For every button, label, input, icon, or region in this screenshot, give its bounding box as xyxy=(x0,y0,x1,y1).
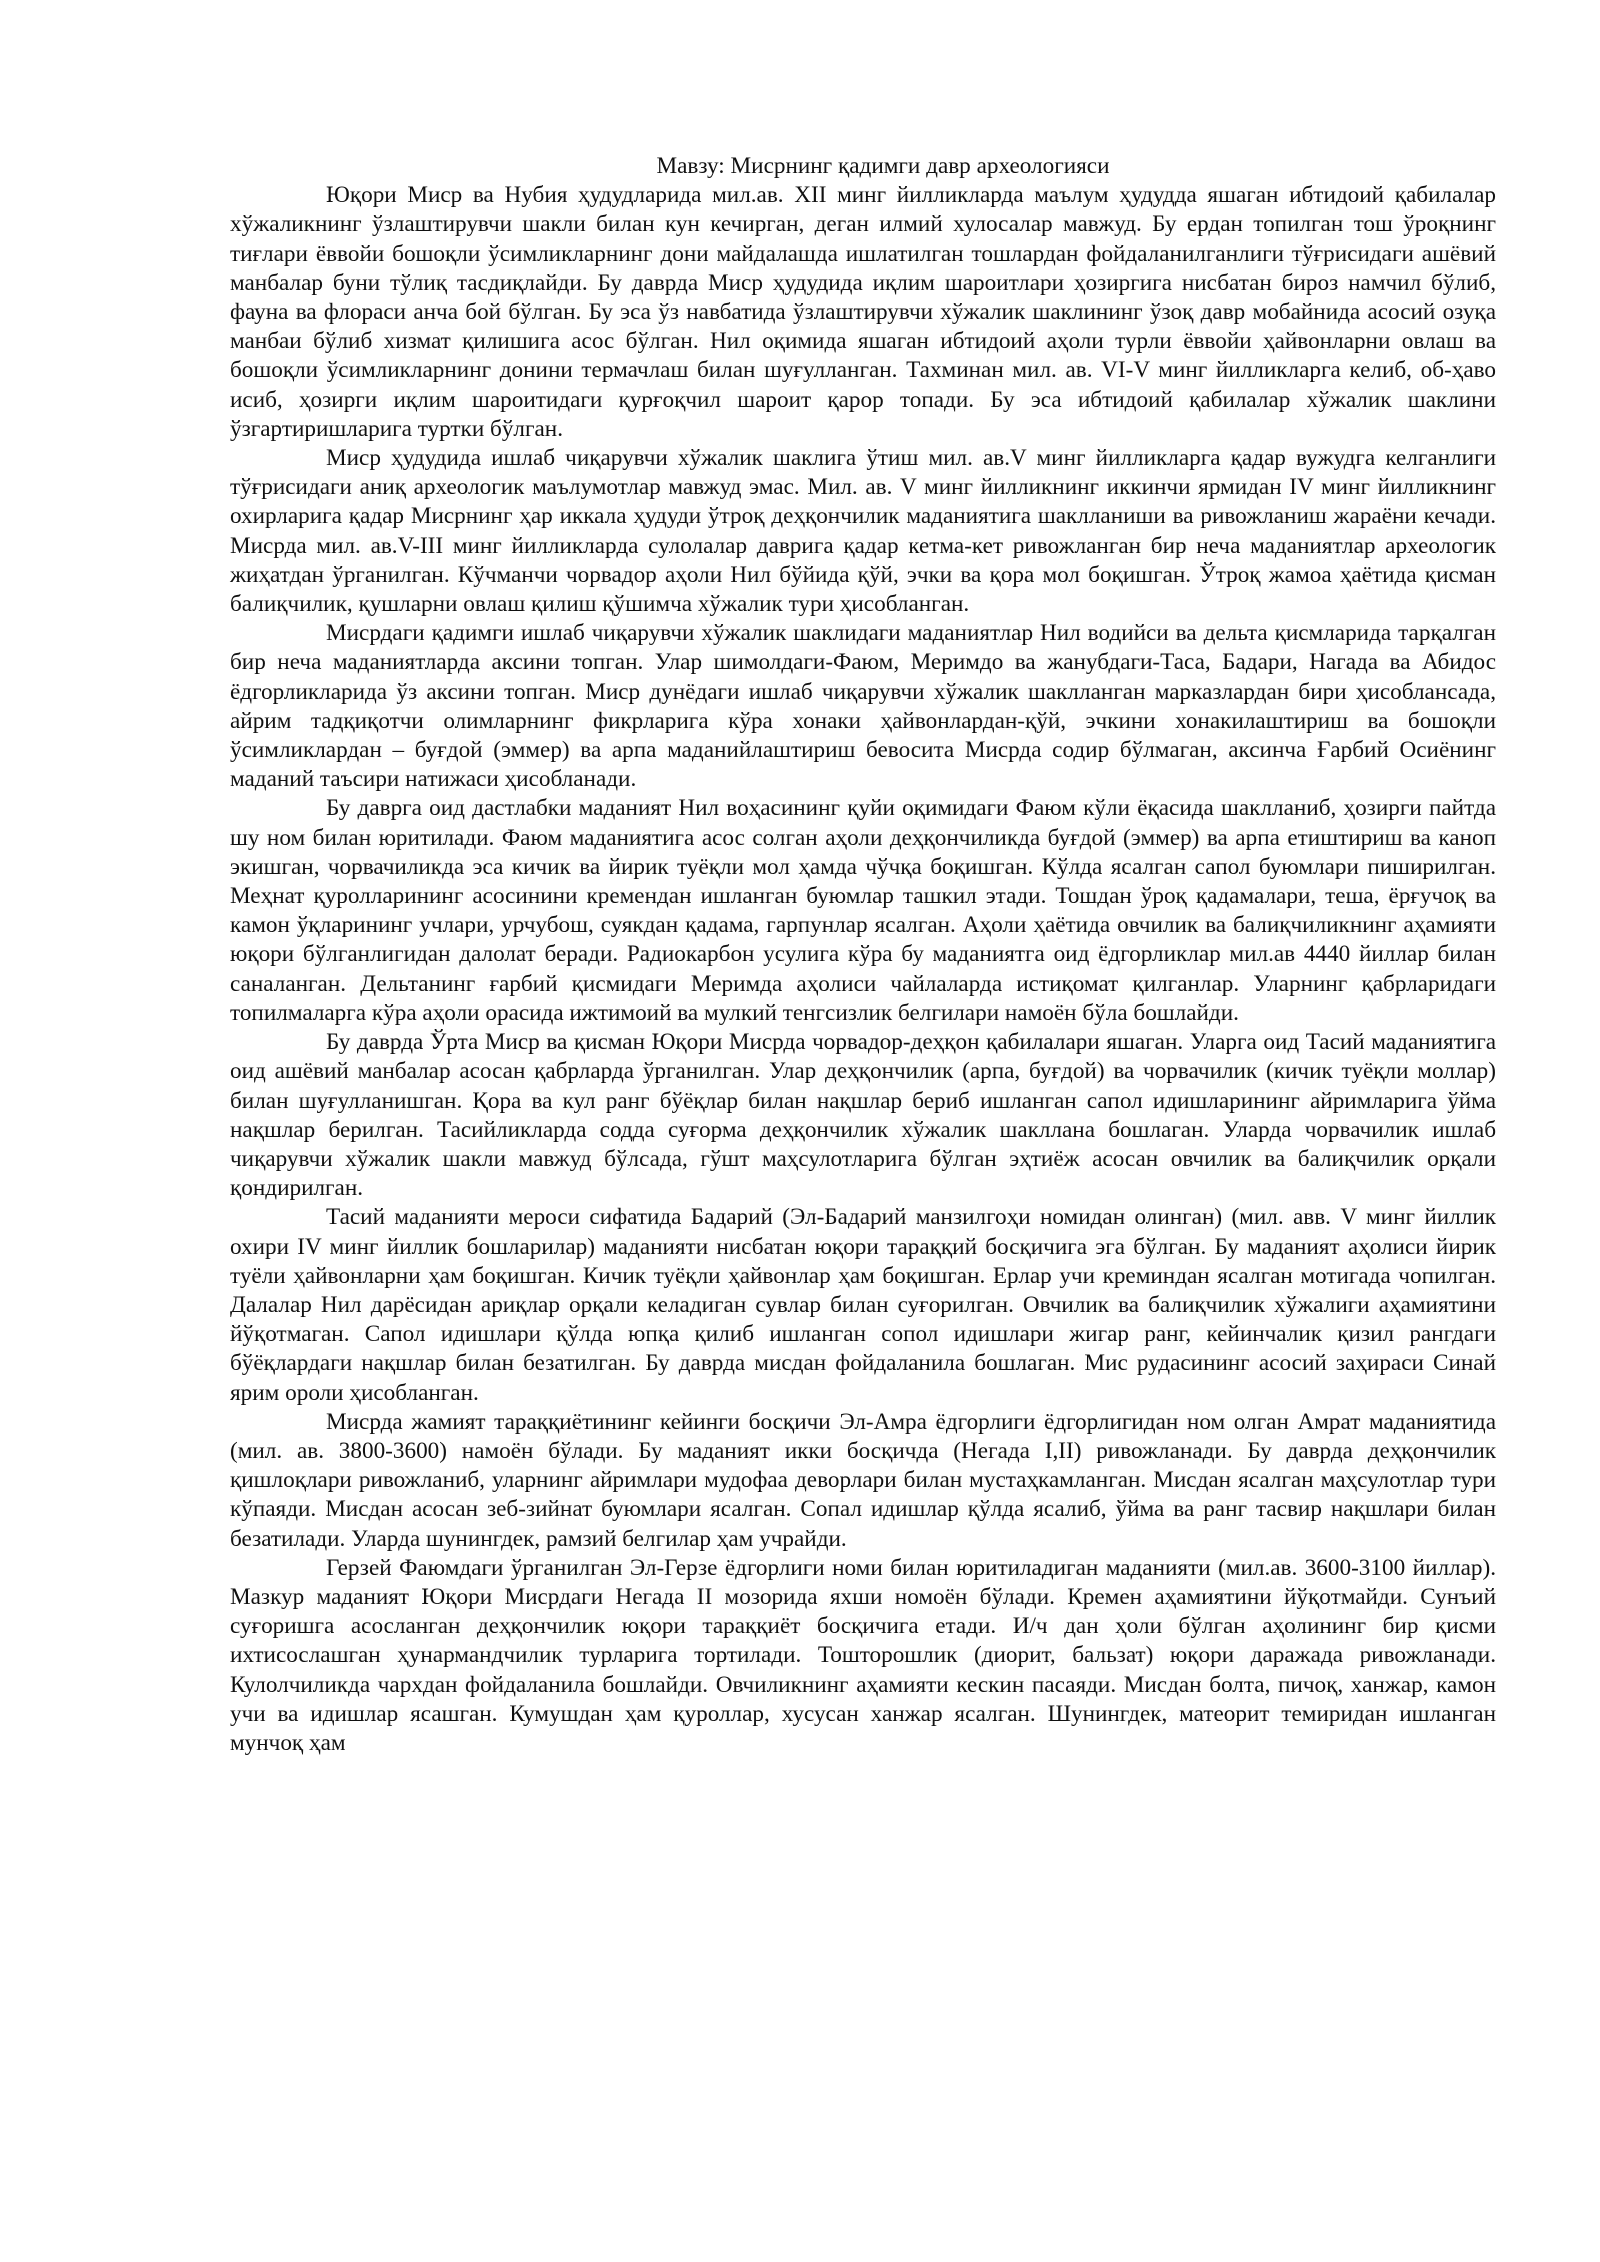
paragraph-4: Бу даврга оид дастлабки маданият Нил воҳасининг қуйи оқимидаги Фаюм кўли ёқасида шаклланиб, ҳозирги пайтда шу ном билан юритилади. Фаюм маданиятига асос солган аҳоли деҳқончиликда буғдой (эммер) ва арпа етиштириш ва каноп экишган, чорвачиликда эса кичик ва йирик туёқли мол ҳамда чўчқа боқишган. Кўлда ясалган сапол буюмлари пиширилган. Меҳнат қуролларининг асосинини кремендан ишланган буюмлар ташкил этади. Тошдан ўроқ қадамалари, теша, ёрғучоқ ва камон ўқларининг учлари, урчубош, суякдан қадама, гарпунлар ясалган. Аҳоли ҳаётида овчилик ва балиқчиликнинг аҳамияти юқори бўлганлигидан далолат беради. Радиокарбон усулига кўра бу маданиятга оид ёдгорликлар мил.ав 4440 йиллар билан саналанган. Дельтанинг ғарбий қисмидаги Меримда аҳолиси чайлаларда истиқомат қилганлар. Уларнинг қабрларидаги топилмаларга кўра аҳоли орасида ижтимоий ва мулкий тенгсизлик белгилари намоён бўла бошлайди. xyxy=(230,795,1496,1026)
paragraph-1: Юқори Миср ва Нубия ҳудудларида мил.ав. XII минг йилликларда маълум ҳудудда яшаган ибтидоий қабилалар хўжаликнинг ўзлаштирувчи шакли билан кун кечирган, деган илмий хулосалар мавжуд. Бу ердан топилган тош ўроқнинг тиғлари ёввойи бошоқли ўсимликларнинг дони майдалашда ишлатилган тошлардан фойдаланилганлиги тўғрисидаги ашёвий манбалар буни тўлиқ тасдиқлайди. Бу даврда Миср ҳудудида иқлим шароитлари ҳозиргига нисбатан бироз намчил бўлиб, фауна ва флораси анча бой бўлган. Бу эса ўз навбатида ўзлаштирувчи хўжалик шаклининг ўзоқ давр мобайнида асосий озуқа манбаи бўлиб хизмат қилишига асос бўлган. Нил оқимида яшаган ибтидоий аҳоли турли ёввойи ҳайвонларни овлаш ва бошоқли ўсимликларнинг донини термачлаш билан шуғулланган. Тахминан мил. ав. VI-V минг йилликларга келиб, об-ҳаво исиб, ҳозирги иқлим шароитидаги қурғоқчил шароит қарор топади. Бу эса ибтидоий қабилалар хўжалик шаклини ўзгартиришларига туртки бўлган. xyxy=(230,182,1496,442)
paragraph-8: Герзей Фаюмдаги ўрганилган Эл-Герзе ёдгорлиги номи билан юритиладиган маданияти (мил.ав. 3600-3100 йиллар). Мазкур маданият Юқори Мисрдаги Негада II мозорида яхши номоён бўлади. Кремен аҳамиятини йўқотмайди. Сунъий суғоришга асосланган деҳқончилик юқори тараққиёт босқичига етади. И/ч дан ҳоли бўлган аҳолининг бир қисми ихтисослашган ҳунармандчилик турларига тортилади. Тошторошлик (диорит, бальзат) юқори даражада ривожланади. Кулолчиликда чархдан фойдаланила бошлайди. Овчиликнинг аҳамияти кескин пасаяди. Мисдан болта, пичоқ, ханжар, камон учи ва идишлар ясашган. Кумушдан ҳам қуроллар, хусусан ханжар ясалган. Шунингдек, матеорит темиридан ишланган мунчоқ ҳам xyxy=(230,1554,1496,1756)
paragraph-3: Мисрдаги қадимги ишлаб чиқарувчи хўжалик шаклидаги маданиятлар Нил водийси ва дельта қисмларида тарқалган бир неча маданиятларда аксини топган. Улар шимолдаги-Фаюм, Меримдо ва жанубдаги-Таса, Бадари, Нагада ва Абидос ёдгорликларида ўз аксини топган. Миср дунёдаги ишлаб чиқарувчи хўжалик шаклланган марказлардан бири ҳисоблансада, айрим тадқиқотчи олимларнинг фикрларига кўра хонаки ҳайвонлардан-қўй, эчкини хонакилаштириш ва бошоқли ўсимликлардан – буғдой (эммер) ва арпа маданийлаштириш бевосита Мисрда содир бўлмаган, аксинча Ғарбий Осиёнинг маданий таъсири натижаси ҳисобланади. xyxy=(230,620,1496,793)
paragraph-2: Миср ҳудудида ишлаб чиқарувчи хўжалик шаклига ўтиш мил. ав.V минг йилликларга қадар вужудга келганлиги тўғрисидаги аниқ археологик маълумотлар мавжуд эмас. Мил. ав. V минг йилликнинг иккинчи ярмидан IV минг йилликнинг охирларига қадар Мисрнинг ҳар иккала ҳудуди ўтроқ деҳқончилик маданиятига шаклланиши ва ривожланиш жараёни кечади. Мисрда мил. ав.V-III минг йилликларда сулолалар даврига қадар кетма-кет ривожланган бир неча маданиятлар археологик жиҳатдан ўрганилган. Кўчманчи чорвадор аҳоли Нил бўйида қўй, эчки ва қора мол боқишган. Ўтроқ жамоа ҳаётида қисман балиқчилик, қушларни овлаш қилиш қўшимча хўжалик тури ҳисобланган. xyxy=(230,445,1496,618)
paragraph-7: Мисрда жамият тараққиётининг кейинги босқичи Эл-Амра ёдгорлиги ёдгорлигидан ном олган Амрат маданиятида (мил. ав. 3800-3600) намоён бўлади. Бу маданият икки босқичда (Негада I,II) ривожланади. Бу даврда деҳқончилик қишлоқлари ривожланиб, уларнинг айримлари мудофаа деворлари билан мустаҳкамланган. Мисдан ясалган маҳсулотлар тури кўпаяди. Мисдан асосан зеб-зийнат буюмлари ясалган. Сопал идишлар қўлда ясалиб, ўйма ва ранг тасвир нақшлари билан безатилади. Уларда шунингдек, рамзий белгилар ҳам учрайди. xyxy=(230,1408,1496,1552)
document-body xyxy=(230,152,1496,1758)
page-title: Мавзу: Мисрнинг қадимги давр археологияси xyxy=(656,153,1110,179)
paragraph-6: Тасий маданияти мероси сифатида Бадарий (Эл-Бадарий манзилгоҳи номидан олинган) (мил. авв. V минг йиллик охири IV минг йиллик бошларилар) маданияти нисбатан юқори тараққий босқичига эга бўлган. Бу маданият аҳолиси йирик туёли ҳайвонларни ҳам боқишган. Кичик туёқли ҳайвонлар ҳам боқишган. Ерлар учи креминдан ясалган мотигада чопилган. Далалар Нил дарёсидан ариқлар орқали келадиган сувлар билан суғорилган. Овчилик ва балиқчилик хўжалиги аҳамиятини йўқотмаган. Сапол идишлари қўлда юпқа қилиб ишланган сопол идишлари жигар ранг, кейинчалик қизил рангдаги бўёқлардаги нақшлар билан безатилган. Бу даврда мисдан фойдаланила бошлаган. Мис рудасининг асосий заҳираси Синай ярим ороли ҳисобланган. xyxy=(230,1204,1496,1406)
paragraph-5: Бу даврда Ўрта Миср ва қисман Юқори Мисрда чорвадор-деҳқон қабилалари яшаган. Уларга оид Тасий маданиятига оид ашёвий манбалар асосан қабрларда ўрганилган. Улар деҳқончилик (арпа, буғдой) ва чорвачилик (кичик туёқли моллар) билан шуғулланишган. Қора ва кул ранг бўёқлар билан нақшлар бериб ишланган сапол идишларининг айримларига ўйма нақшлар берилган. Тасийликларда содда суғорма деҳқончилик хўжалик шакллана бошлаган. Уларда чорвачилик ишлаб чиқарувчи хўжалик шакли мавжуд бўлсада, гўшт маҳсулотларига бўлган эҳтиёж асосан овчилик ва балиқчилик орқали қондирилган. xyxy=(230,1029,1496,1202)
